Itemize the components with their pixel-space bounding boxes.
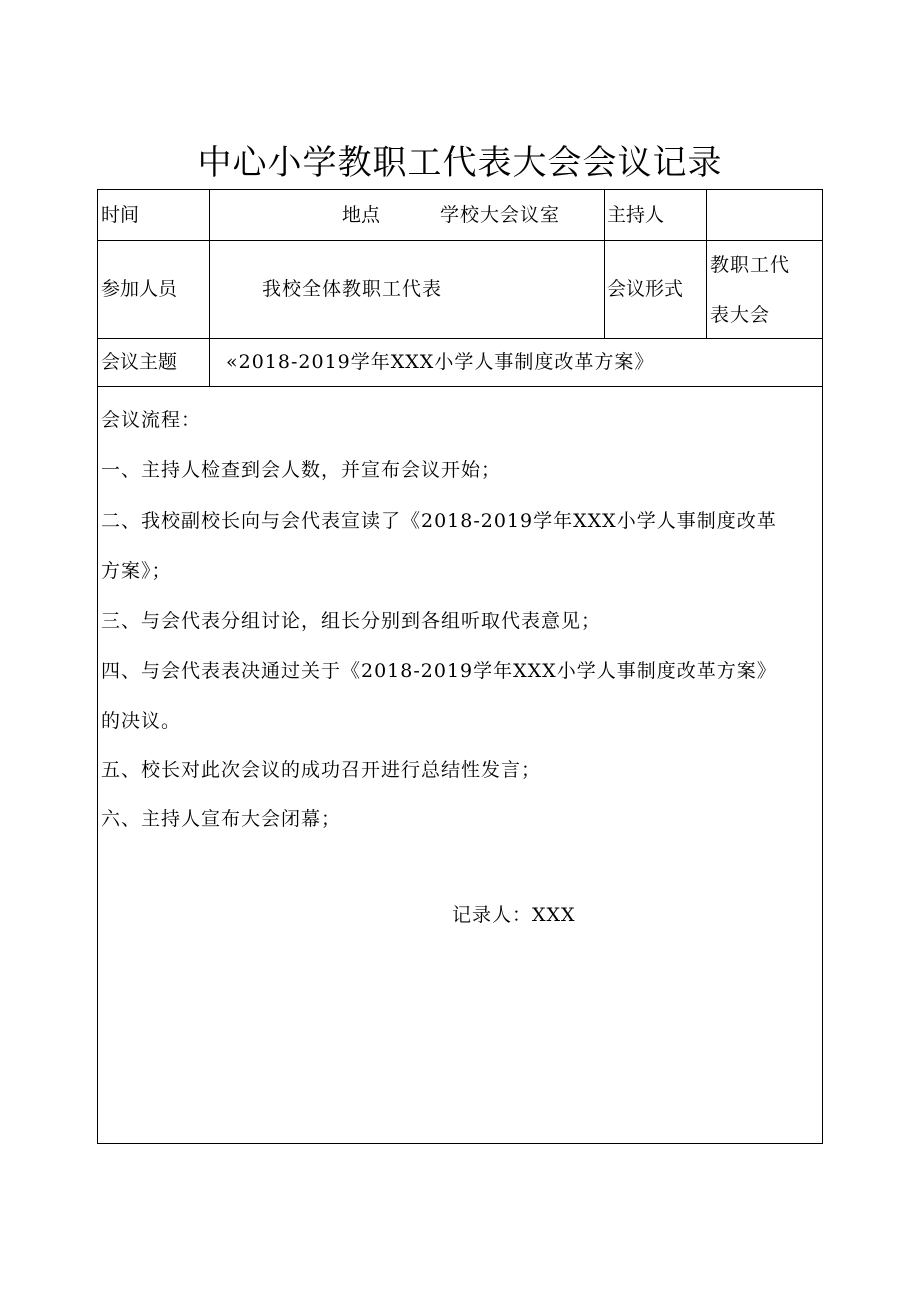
place-value[interactable]: 学校大会议室 xyxy=(440,204,561,226)
row-divider xyxy=(98,386,822,387)
process-line: 四、与会代表表决通过关于《2018-2019学年XXX小学人事制度改革方案》 xyxy=(101,660,777,682)
process-line: 三、与会代表分组讨论，组长分别到各组听取代表意见； xyxy=(101,610,602,632)
process-heading: 会议流程： xyxy=(101,409,202,431)
process-line: 五、校长对此次会议的成功召开进行总结性发言； xyxy=(101,759,542,781)
process-line: 二、我校副校长向与会代表宣读了《2018-2019学年XXX小学人事制度改革 xyxy=(101,510,777,532)
column-divider xyxy=(604,190,605,338)
place-label: 地点 xyxy=(342,204,381,226)
participants-label: 参加人员 xyxy=(101,278,178,300)
host-label: 主持人 xyxy=(607,204,665,226)
row-divider xyxy=(98,338,822,339)
format-label: 会议形式 xyxy=(607,278,684,300)
process-line: 六、主持人宣布大会闭幕； xyxy=(101,808,342,830)
row-divider xyxy=(98,240,822,241)
time-label: 时间 xyxy=(101,204,140,226)
process-line: 一、主持人检查到会人数，并宣布会议开始； xyxy=(101,459,502,481)
page-title: 中心小学教职工代表大会会议记录 xyxy=(197,143,723,183)
column-divider xyxy=(706,190,707,338)
process-line: 方案》； xyxy=(101,560,172,582)
topic-label: 会议主题 xyxy=(101,351,178,373)
topic-value[interactable]: «2018-2019学年XXX小学人事制度改革方案》 xyxy=(226,351,655,373)
format-value-line1[interactable]: 教职工代 xyxy=(710,254,791,276)
process-line: 的决议。 xyxy=(101,710,182,732)
column-divider xyxy=(209,190,210,386)
meeting-record-table xyxy=(97,189,823,1144)
recorder: 记录人：XXX xyxy=(452,904,576,926)
participants-value[interactable]: 我校全体教职工代表 xyxy=(262,278,443,300)
format-value-line2[interactable]: 表大会 xyxy=(710,304,771,326)
